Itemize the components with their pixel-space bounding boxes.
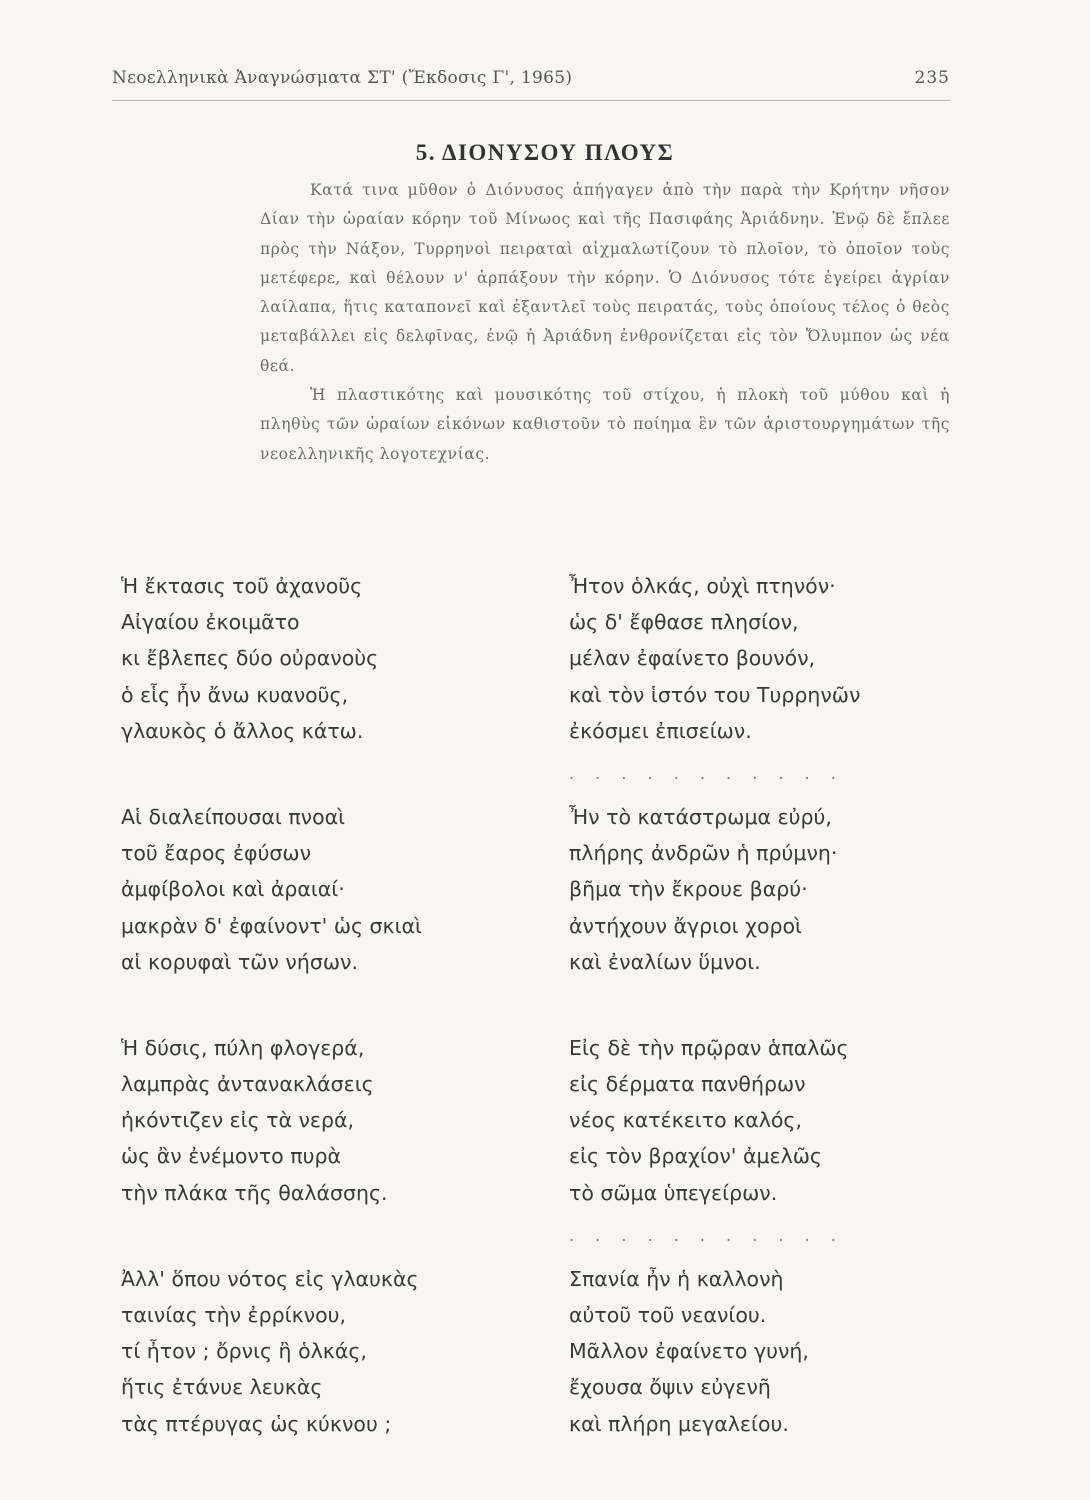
omission-marker: . . . . . . . . . . . <box>569 763 844 783</box>
page-number: 235 <box>914 68 950 88</box>
verse-line: τὸ σῶμα ὑπεγείρων. <box>569 1180 778 1205</box>
verse-line: εἰς τὸν βραχίον' ἀμελῶς <box>569 1144 822 1169</box>
verse-line: Ἦν τὸ κατάστρωμα εὐρύ, <box>569 804 832 829</box>
verse-line: πλήρης ἀνδρῶν ἡ πρύμνη· <box>569 841 838 866</box>
running-head-source: Νεοελληνικὰ Ἀναγνώσματα ΣΤ' (Ἔκδοσις Γ', 1965) <box>112 68 573 88</box>
verse-line: ταινίας τὴν ἐρρίκνου, <box>121 1303 347 1327</box>
verse-line: τὰς πτέρυγας ὡς κύκνου ; <box>121 1411 392 1436</box>
verse-line: νέος κατέκειτο καλός, <box>569 1108 802 1133</box>
stanza <box>121 1030 541 1211</box>
intro-text <box>260 176 950 469</box>
stanza <box>569 799 989 980</box>
verse-line: καὶ τὸν ἱστόν του Τυρρηνῶν <box>569 682 861 707</box>
intro-paragraph: Κατά τινα μῦθον ὁ Διόνυσος ἀπήγαγεν ἀπὸ τὴν παρὰ τὴν Κρήτην νῆσον Δίαν τὴν ὡραίαν κόρην τοῦ Μίνωος καὶ τῆς Πασιφάης Ἀριάδνην. Ἐνῷ δὲ ἔπλεε πρὸς τὴν Νάξον, Τυρρηνοὶ πειραταὶ αἰχμαλωτίζουν τὸ πλοῖον, τὸ ὁποῖον τοὺς μετέφερε, καὶ θέλουν ν' ἁρπάξουν τὴν κόρην. Ὁ Διόνυσος τότε ἐγείρει ἀγρίαν λαίλαπα, ἥτις καταπονεῖ καὶ ἐξαντλεῖ τοὺς πειρατάς, τοὺς ὁποίους τέλος ὁ θεὸς μεταβάλλει εἰς δελφῖνας, ἐνῷ ἡ Ἀριάδνη ἐνθρονίζεται εἰς τὸν Ὄλυμπον ὡς νέα θεά. <box>260 181 950 375</box>
verse-line: ὡς ἂν ἐνέμοντο πυρὰ <box>121 1144 341 1169</box>
verse-line: ἀντήχουν ἄγριοι χοροὶ <box>569 913 802 938</box>
verse-line: ἔχουσα ὄψιν εὐγενῆ <box>569 1375 771 1400</box>
verse-line: ἥτις ἐτάνυε λευκὰς <box>121 1375 323 1400</box>
page-header <box>112 64 950 101</box>
verse-line: Αἱ διαλείπουσαι πνοαὶ <box>121 804 346 829</box>
stanza <box>569 568 989 749</box>
verse-line: καὶ πλήρη μεγαλείου. <box>569 1411 789 1436</box>
verse-line: ἀμφίβολοι καὶ ἀραιαί· <box>121 877 345 902</box>
verse-line: Ἡ δύσις, πύλη φλογερά, <box>121 1035 365 1060</box>
intro-paragraph: Ἡ πλαστικότης καὶ μουσικότης τοῦ στίχου, ἡ πλοκὴ τοῦ μύθου καὶ ἡ πληθὺς τῶν ὡραίων εἰκόνων καθιστοῦν τὸ ποίημα ἓν τῶν ἀριστουργημάτων τῆς νεοελληνικῆς λογοτεχνίας. <box>260 386 950 463</box>
stanza <box>569 1030 989 1211</box>
verse-line: ὡς δ' ἔφθασε πλησίον, <box>569 610 799 635</box>
verse-line: τί ἦτον ; ὄρνις ἢ ὁλκάς, <box>121 1339 367 1364</box>
omission-marker: . . . . . . . . . . . <box>569 1225 844 1245</box>
verse-line: Ἦτον ὁλκάς, οὐχὶ πτηνόν· <box>569 574 836 598</box>
verse-line: λαμπρὰς ἀντανακλάσεις <box>121 1072 374 1097</box>
verse-line: γλαυκὸς ὁ ἄλλος κάτω. <box>121 718 364 743</box>
stanza <box>121 799 541 980</box>
verse-line: μέλαν ἐφαίνετο βουνόν, <box>569 646 816 671</box>
stanza <box>121 568 541 749</box>
verse-line: Μᾶλλον ἐφαίνετο γυνή, <box>569 1339 809 1364</box>
verse-line: Ἡ ἔκτασις τοῦ ἀχανοῦς <box>121 574 363 598</box>
verse-line: αἱ κορυφαὶ τῶν νήσων. <box>121 949 359 974</box>
poem-column-right <box>569 568 989 1442</box>
verse-line: ὁ εἷς ἦν ἄνω κυανοῦς, <box>121 682 349 707</box>
verse-line: Εἰς δὲ τὴν πρῷραν ἁπαλῶς <box>569 1035 849 1060</box>
verse-line: τοῦ ἔαρος ἐφύσων <box>121 841 312 866</box>
verse-line: κι ἔβλεπες δύο οὐρανοὺς <box>121 646 379 671</box>
verse-line: ἠκόντιζεν εἰς τὰ νερά, <box>121 1108 355 1133</box>
verse-line: τὴν πλάκα τῆς θαλάσσης. <box>121 1180 388 1205</box>
stanza <box>569 1261 989 1442</box>
verse-line: μακρὰν δ' ἐφαίνοντ' ὡς σκιαὶ <box>121 913 422 938</box>
verse-line: εἰς δέρματα πανθήρων <box>569 1072 806 1097</box>
verse-line: βῆμα τὴν ἔκρουε βαρύ· <box>569 877 808 902</box>
verse-line: Αἰγαίου ἐκοιμᾶτο <box>121 610 300 635</box>
verse-line: αὐτοῦ τοῦ νεανίου. <box>569 1303 767 1327</box>
poem-column-left <box>121 568 541 1442</box>
stanza <box>121 1261 541 1442</box>
verse-line: Σπανία ἦν ἡ καλλονὴ <box>569 1266 784 1291</box>
verse-line: Ἀλλ' ὅπου νότος εἰς γλαυκὰς <box>121 1266 419 1291</box>
verse-line: καὶ ἐναλίων ὕμνοι. <box>569 949 761 974</box>
poem-title: 5. ΔΙΟΝΥΣΟΥ ΠΛΟΥΣ <box>415 140 675 165</box>
verse-line: ἐκόσμει ἐπισείων. <box>569 718 752 743</box>
